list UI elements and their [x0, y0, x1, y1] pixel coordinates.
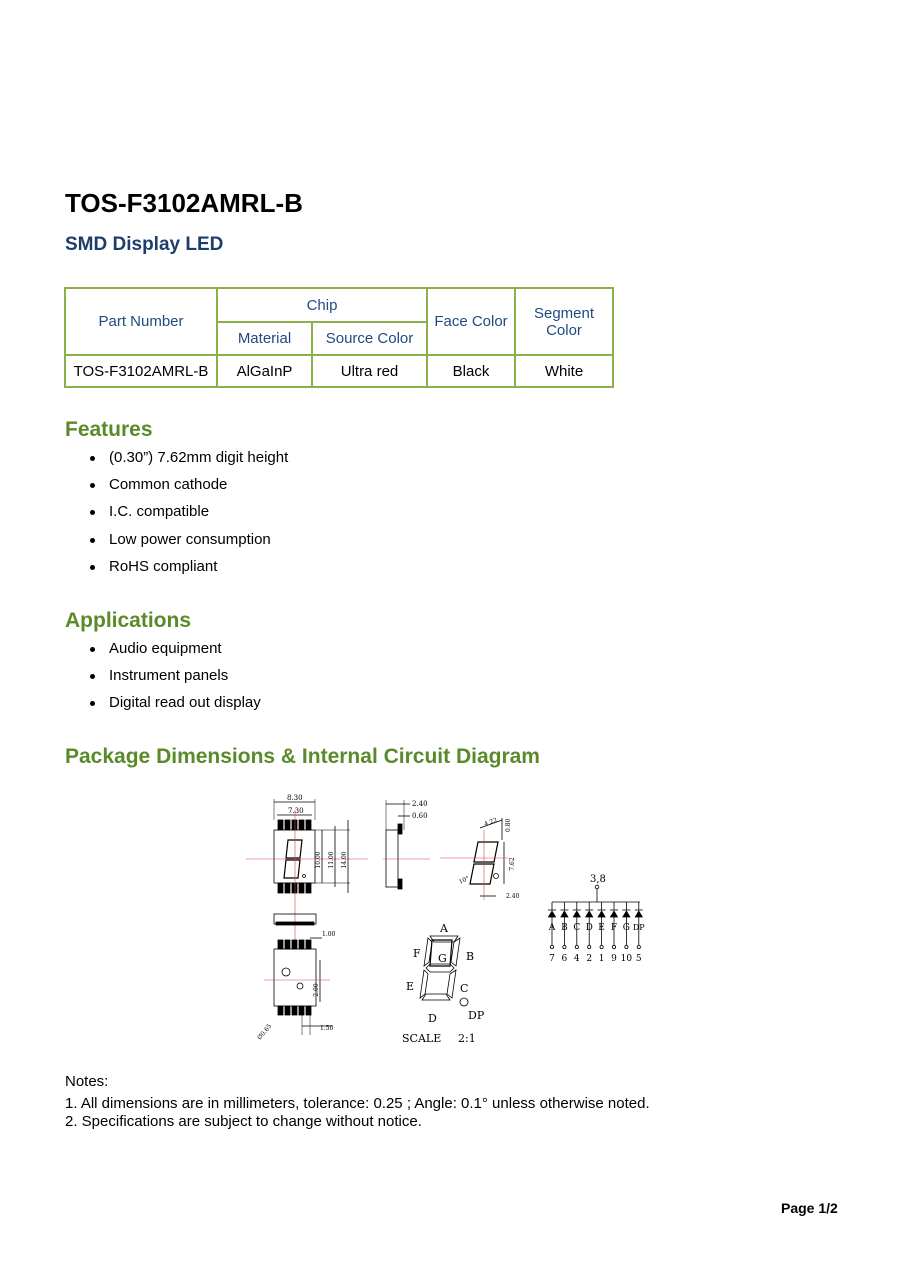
scale-value: 2:1 [458, 1032, 476, 1045]
dim-pad-pitch: 1.50 [320, 1025, 334, 1032]
package-diagram [240, 790, 660, 1050]
seg-label-b: B [466, 950, 475, 963]
circuit-seg-label: A [548, 923, 556, 933]
cell-source-color: Ultra red [312, 355, 427, 387]
bullet-icon [90, 565, 95, 570]
cell-part-number: TOS-F3102AMRL-B [65, 355, 217, 387]
circuit-pin-number: 9 [611, 954, 617, 964]
circuit-pin-c [573, 902, 581, 964]
bullet-icon [90, 701, 95, 706]
circuit-pin-number: 10 [620, 954, 633, 964]
circuit-seg-label: F [610, 923, 618, 933]
circuit-pin-dp [633, 902, 645, 964]
header-material: Material [217, 322, 312, 355]
dim-thick-outer: 2.40 [412, 800, 428, 808]
circuit-pin-number: 6 [561, 954, 568, 964]
seg-label-dp: DP [468, 1009, 485, 1022]
circuit-pin-g [621, 902, 633, 964]
circuit-seg-label: DP [632, 923, 645, 932]
bullet-icon [90, 456, 95, 461]
dim-pad-gap: 2.00 [313, 983, 320, 997]
circuit-pin-number: 4 [573, 954, 580, 964]
seg-label-f: F [413, 947, 421, 960]
diode-icon [598, 911, 605, 917]
header-source-color: Source Color [312, 322, 427, 355]
circuit-pin-number: 2 [586, 954, 593, 964]
bullet-icon [90, 510, 95, 515]
list-item: Low power consumption [90, 531, 288, 558]
diode-icon [561, 911, 568, 917]
cell-material: AlGaInP [217, 355, 312, 387]
circuit-pin-e [598, 902, 606, 964]
list-item: Common cathode [90, 476, 288, 503]
circuit-pin-a [548, 902, 556, 964]
dim-h2: 11.00 [328, 851, 335, 869]
circuit-pin-f [610, 902, 618, 964]
circuit-diagram [548, 874, 646, 964]
features-list [90, 449, 288, 585]
dim-dp-off: 2.40 [506, 893, 520, 900]
notes-heading: Notes: [65, 1073, 109, 1090]
segment-detail [440, 817, 520, 900]
list-item: RoHS compliant [90, 558, 288, 585]
dim-h1: 10.00 [315, 851, 322, 869]
seg-label-d: D [428, 1012, 437, 1025]
seg-label-c: C [460, 982, 469, 995]
diode-icon [635, 911, 642, 917]
cell-segment-color: White [515, 355, 613, 387]
dim-h3: 14.00 [341, 851, 348, 869]
dim-width-inner: 7.30 [288, 807, 304, 815]
circuit-seg-label: G [622, 923, 631, 933]
front-view [246, 794, 368, 940]
list-item: Audio equipment [90, 640, 261, 667]
bullet-icon [90, 538, 95, 543]
circuit-pin-b [560, 902, 568, 964]
bullet-icon [90, 647, 95, 652]
header-segment-color: Segment Color [515, 288, 613, 355]
dim-width-outer: 8.30 [287, 794, 303, 802]
bullet-icon [90, 483, 95, 488]
header-face-color: Face Color [427, 288, 515, 355]
circuit-seg-label: D [585, 923, 593, 933]
circuit-pin-d [585, 902, 593, 964]
package-heading: Package Dimensions & Internal Circuit Diagram [65, 745, 540, 768]
note-1: 1. All dimensions are in millimeters, tolerance: 0.25 ; Angle: 0.1° unless otherwise noted. [65, 1095, 650, 1112]
circuit-pin-number: 7 [549, 954, 555, 964]
circuit-seg-label: E [598, 923, 605, 933]
diode-icon [586, 911, 593, 917]
circuit-seg-label: C [573, 923, 581, 933]
diode-icon [611, 911, 618, 917]
circuit-pin-number: 5 [635, 954, 642, 964]
segment-diagram [402, 922, 485, 1045]
spec-table [64, 287, 614, 388]
cell-face-color: Black [427, 355, 515, 387]
circuit-common-pins: 3,8 [590, 874, 606, 885]
list-item: Instrument panels [90, 667, 261, 694]
bullet-icon [90, 674, 95, 679]
applications-heading: Applications [65, 609, 192, 632]
scale-label: SCALE [402, 1032, 442, 1045]
header-part-number: Part Number [65, 288, 217, 355]
list-item: (0.30”) 7.62mm digit height [90, 449, 288, 476]
features-heading: Features [65, 418, 153, 441]
dim-thick-inner: 0.60 [412, 812, 428, 820]
circuit-pin-number: 1 [598, 954, 605, 964]
page-number: Page 1/2 [781, 1200, 838, 1216]
list-item: I.C. compatible [90, 503, 288, 530]
header-chip: Chip [217, 288, 427, 322]
dim-digit-h: 7.62 [509, 857, 516, 871]
diode-icon [573, 911, 580, 917]
dim-seg-w: 4.22 [483, 816, 499, 828]
dim-pad-w: 1.00 [322, 931, 336, 938]
list-item: Digital read out display [90, 694, 261, 721]
page-title: TOS-F3102AMRL-B [65, 188, 303, 218]
seg-label-a: A [440, 922, 448, 935]
seg-label-g: G [438, 952, 447, 965]
seg-label-e: E [406, 980, 415, 993]
circuit-seg-label: B [561, 923, 568, 933]
dim-seg-gap: 0.80 [505, 818, 512, 832]
page-subtitle: SMD Display LED [65, 234, 224, 255]
diode-icon [623, 911, 630, 917]
applications-list [90, 640, 261, 722]
note-2: 2. Specifications are subject to change without notice. [65, 1113, 422, 1130]
bottom-view [256, 914, 335, 1041]
diode-icon [549, 911, 556, 917]
dim-tilt: 10° [457, 874, 471, 886]
side-view [383, 800, 430, 889]
dim-hole: Ø0.65 [256, 1022, 274, 1042]
notes [65, 1073, 650, 1131]
